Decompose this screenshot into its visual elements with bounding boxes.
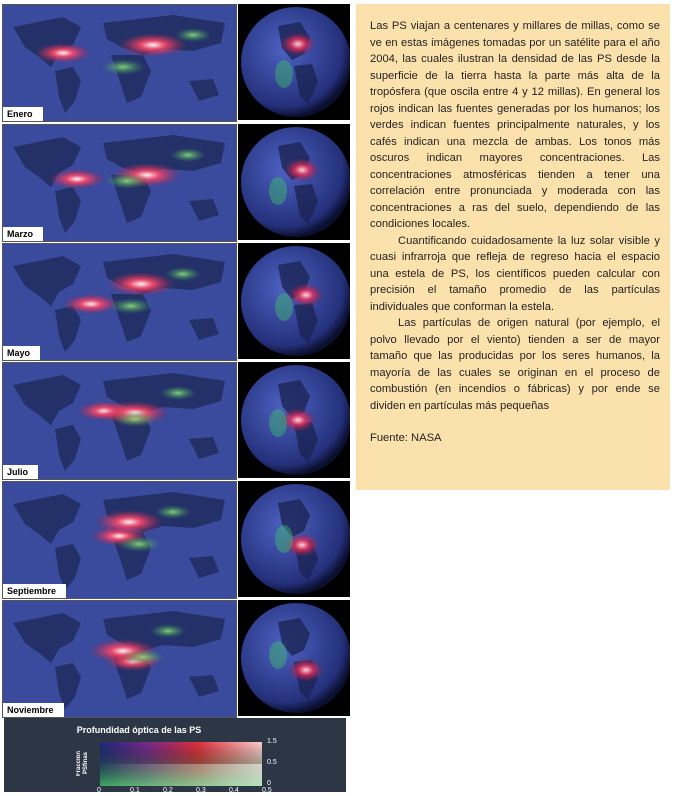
legend-y-label-line2: PSfinas xyxy=(83,752,89,775)
world-map xyxy=(3,125,236,241)
month-map-panel xyxy=(2,481,237,599)
legend-y-label xyxy=(76,740,96,786)
month-label: Noviembre xyxy=(3,703,64,717)
month-map-panel xyxy=(2,124,237,242)
legend-x-tick: 0.5 xyxy=(262,787,272,794)
month-label: Mayo xyxy=(3,346,40,360)
world-map xyxy=(3,244,236,360)
globe-view xyxy=(238,243,350,359)
month-label: Enero xyxy=(3,107,43,121)
legend-x-tick: 0.2 xyxy=(163,787,173,794)
month-map-panel xyxy=(2,600,237,718)
article-paragraph-3: Las partículas de origen natural (por ejemplo, el polvo llevado por el viento) tienden a ser de mayor tamaño que las producidas por los seres humanos, la mayoría de las cuales se originan en el proceso de combustión (en incendios o fábricas) y por ende se dividen en partículas más pequeñas xyxy=(370,317,660,412)
globe-image xyxy=(238,481,350,597)
legend-x-tick: 0 xyxy=(97,787,101,794)
month-map-panel xyxy=(2,4,237,122)
globe-view xyxy=(238,362,350,478)
month-label: Julio xyxy=(3,465,38,479)
article-paragraph-2: Cuantificando cuidadosamente la luz solar visible y cuasi infrarroja que refleja de regreso hacia el espacio una estela de PS, los científicos pueden calcular con precisión el tamaño promedio de las partículas individuales que conforman la estela. xyxy=(370,234,660,313)
month-map-panel xyxy=(2,362,237,480)
world-map xyxy=(3,482,236,598)
legend-x-tick: 0.3 xyxy=(196,787,206,794)
globe-view xyxy=(238,600,350,716)
legend-y-tick: 0.5 xyxy=(267,759,277,766)
article-panel xyxy=(356,4,670,490)
article-source: Fuente: NASA xyxy=(370,432,442,444)
legend-x-tick: 0.1 xyxy=(130,787,140,794)
month-label: Marzo xyxy=(3,227,43,241)
legend-y-tick: 0 xyxy=(267,780,271,787)
globe-view xyxy=(238,481,350,597)
world-map xyxy=(3,363,236,479)
globe-image xyxy=(238,600,350,716)
color-legend xyxy=(4,718,346,792)
month-label: Septiembre xyxy=(3,584,66,598)
article-paragraph-1: Las PS viajan a centenares y millares de millas, como se ve en estas imágenes tomadas por un satélite para el año 2004, las cuales ilustran la densidad de las PS desde la superficie de la tierra hasta la parte más alta de la tropósfera (que oscila entre 4 y 12 millas). En general los rojos indican las fuentes generadas por los humanos; los verdes indican fuentes principalmente naturales, y los cafés indican una mezcla de ambas. Los tonos más oscuros indican mayores concentraciones. Las concentraciones atmosféricas tienden a tener una correlación entre pronunciada y moderada con las concentraciones a ras del suelo, dependiendo de las condiciones locales. xyxy=(370,20,660,230)
globe-image xyxy=(238,124,350,240)
globe-view xyxy=(238,124,350,240)
legend-y-tick: 1.5 xyxy=(267,738,277,745)
globe-image xyxy=(238,243,350,359)
world-map xyxy=(3,5,236,121)
legend-gradient xyxy=(100,742,262,786)
legend-x-tick: 0.4 xyxy=(229,787,239,794)
legend-y-label-line1: Fracción xyxy=(76,750,82,776)
globe-image xyxy=(238,4,350,120)
month-map-panel xyxy=(2,243,237,361)
globe-view xyxy=(238,4,350,120)
globe-image xyxy=(238,362,350,478)
legend-title: Profundidad óptica de las PS xyxy=(76,725,202,735)
world-map xyxy=(3,601,236,717)
article-body xyxy=(370,18,660,447)
